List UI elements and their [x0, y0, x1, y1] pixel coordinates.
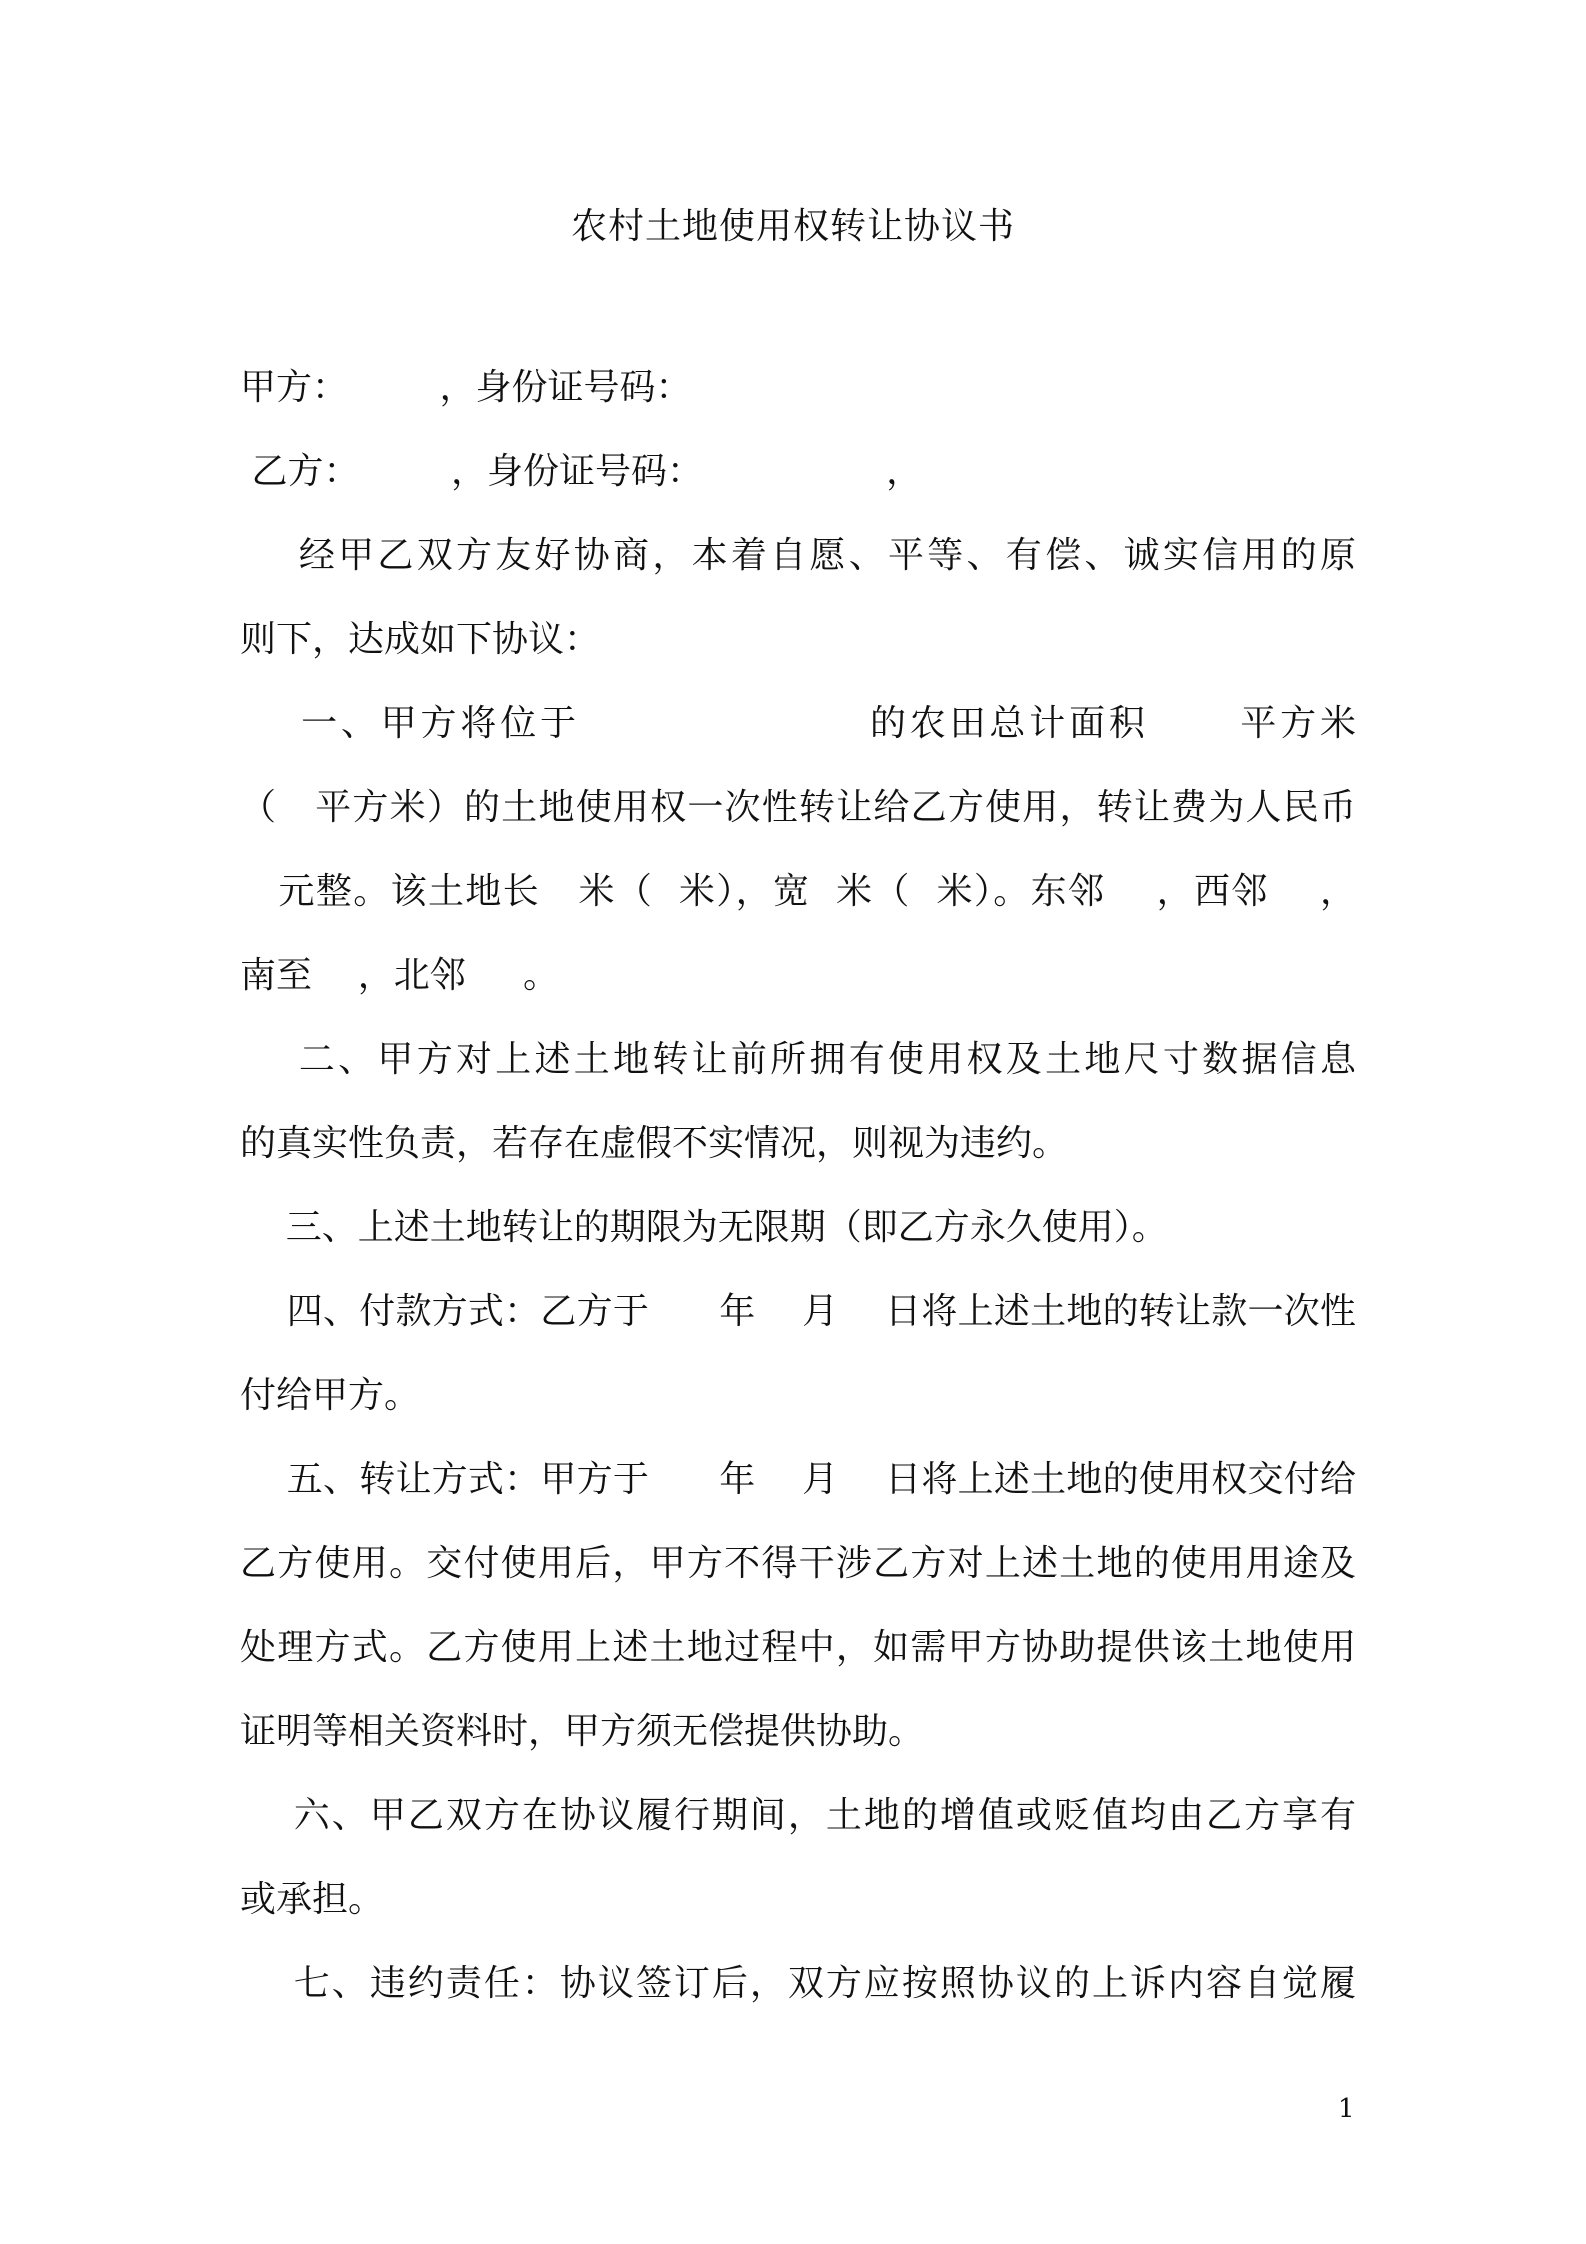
- clause-2-line-2: 的真实性负责，若存在虚假不实情况，则视为违约。: [240, 1123, 1069, 1164]
- clause-1-line-4: 南至 ，北邻 。: [240, 955, 559, 996]
- party-a-line: 甲方： ，身份证号码：: [240, 367, 692, 408]
- clause-6-line-2: 或承担。: [240, 1879, 385, 1920]
- clause-1-line-3: 元整。该土地长 米（ 米），宽 米（ 米）。东邻 ，西邻 ，: [240, 871, 1356, 912]
- intro-line-1: 经甲乙双方友好协商，本着自愿、平等、有偿、诚实信用的原: [240, 535, 1356, 576]
- clause-7-line-1: 七、违约责任：协议签订后，双方应按照协议的上诉内容自觉履: [240, 1963, 1356, 2004]
- page-number: 1: [1338, 2094, 1355, 2124]
- clause-1-line-1: 一、甲方将位于 的农田总计面积 平方米: [240, 703, 1356, 744]
- clause-5-line-3: 处理方式。乙方使用上述土地过程中，如需甲方协助提供该土地使用: [240, 1627, 1356, 1668]
- party-b-line: 乙方： ，身份证号码： ，: [240, 451, 923, 492]
- clause-5-line-1: 五、转让方式：甲方于 年 月 日将上述土地的使用权交付给: [240, 1459, 1356, 1500]
- clause-5-line-2: 乙方使用。交付使用后，甲方不得干涉乙方对上述土地的使用用途及: [240, 1543, 1356, 1584]
- intro-line-2: 则下，达成如下协议：: [240, 619, 601, 660]
- clause-3-line-1: 三、上述土地转让的期限为无限期（即乙方永久使用）。: [240, 1207, 1168, 1248]
- clause-4-line-1: 四、付款方式：乙方于 年 月 日将上述土地的转让款一次性: [240, 1291, 1356, 1332]
- clause-4-line-2: 付给甲方。: [240, 1375, 421, 1416]
- document-title: 农村土地使用权转让协议书: [570, 206, 1015, 247]
- clause-2-line-1: 二、甲方对上述土地转让前所拥有使用权及土地尺寸数据信息: [240, 1039, 1356, 1080]
- clause-5-line-4: 证明等相关资料时，甲方须无偿提供协助。: [240, 1711, 925, 1752]
- clause-1-line-2: （ 平方米）的土地使用权一次性转让给乙方使用，转让费为人民币: [240, 787, 1356, 828]
- clause-6-line-1: 六、甲乙双方在协议履行期间，土地的增值或贬值均由乙方享有: [240, 1795, 1356, 1836]
